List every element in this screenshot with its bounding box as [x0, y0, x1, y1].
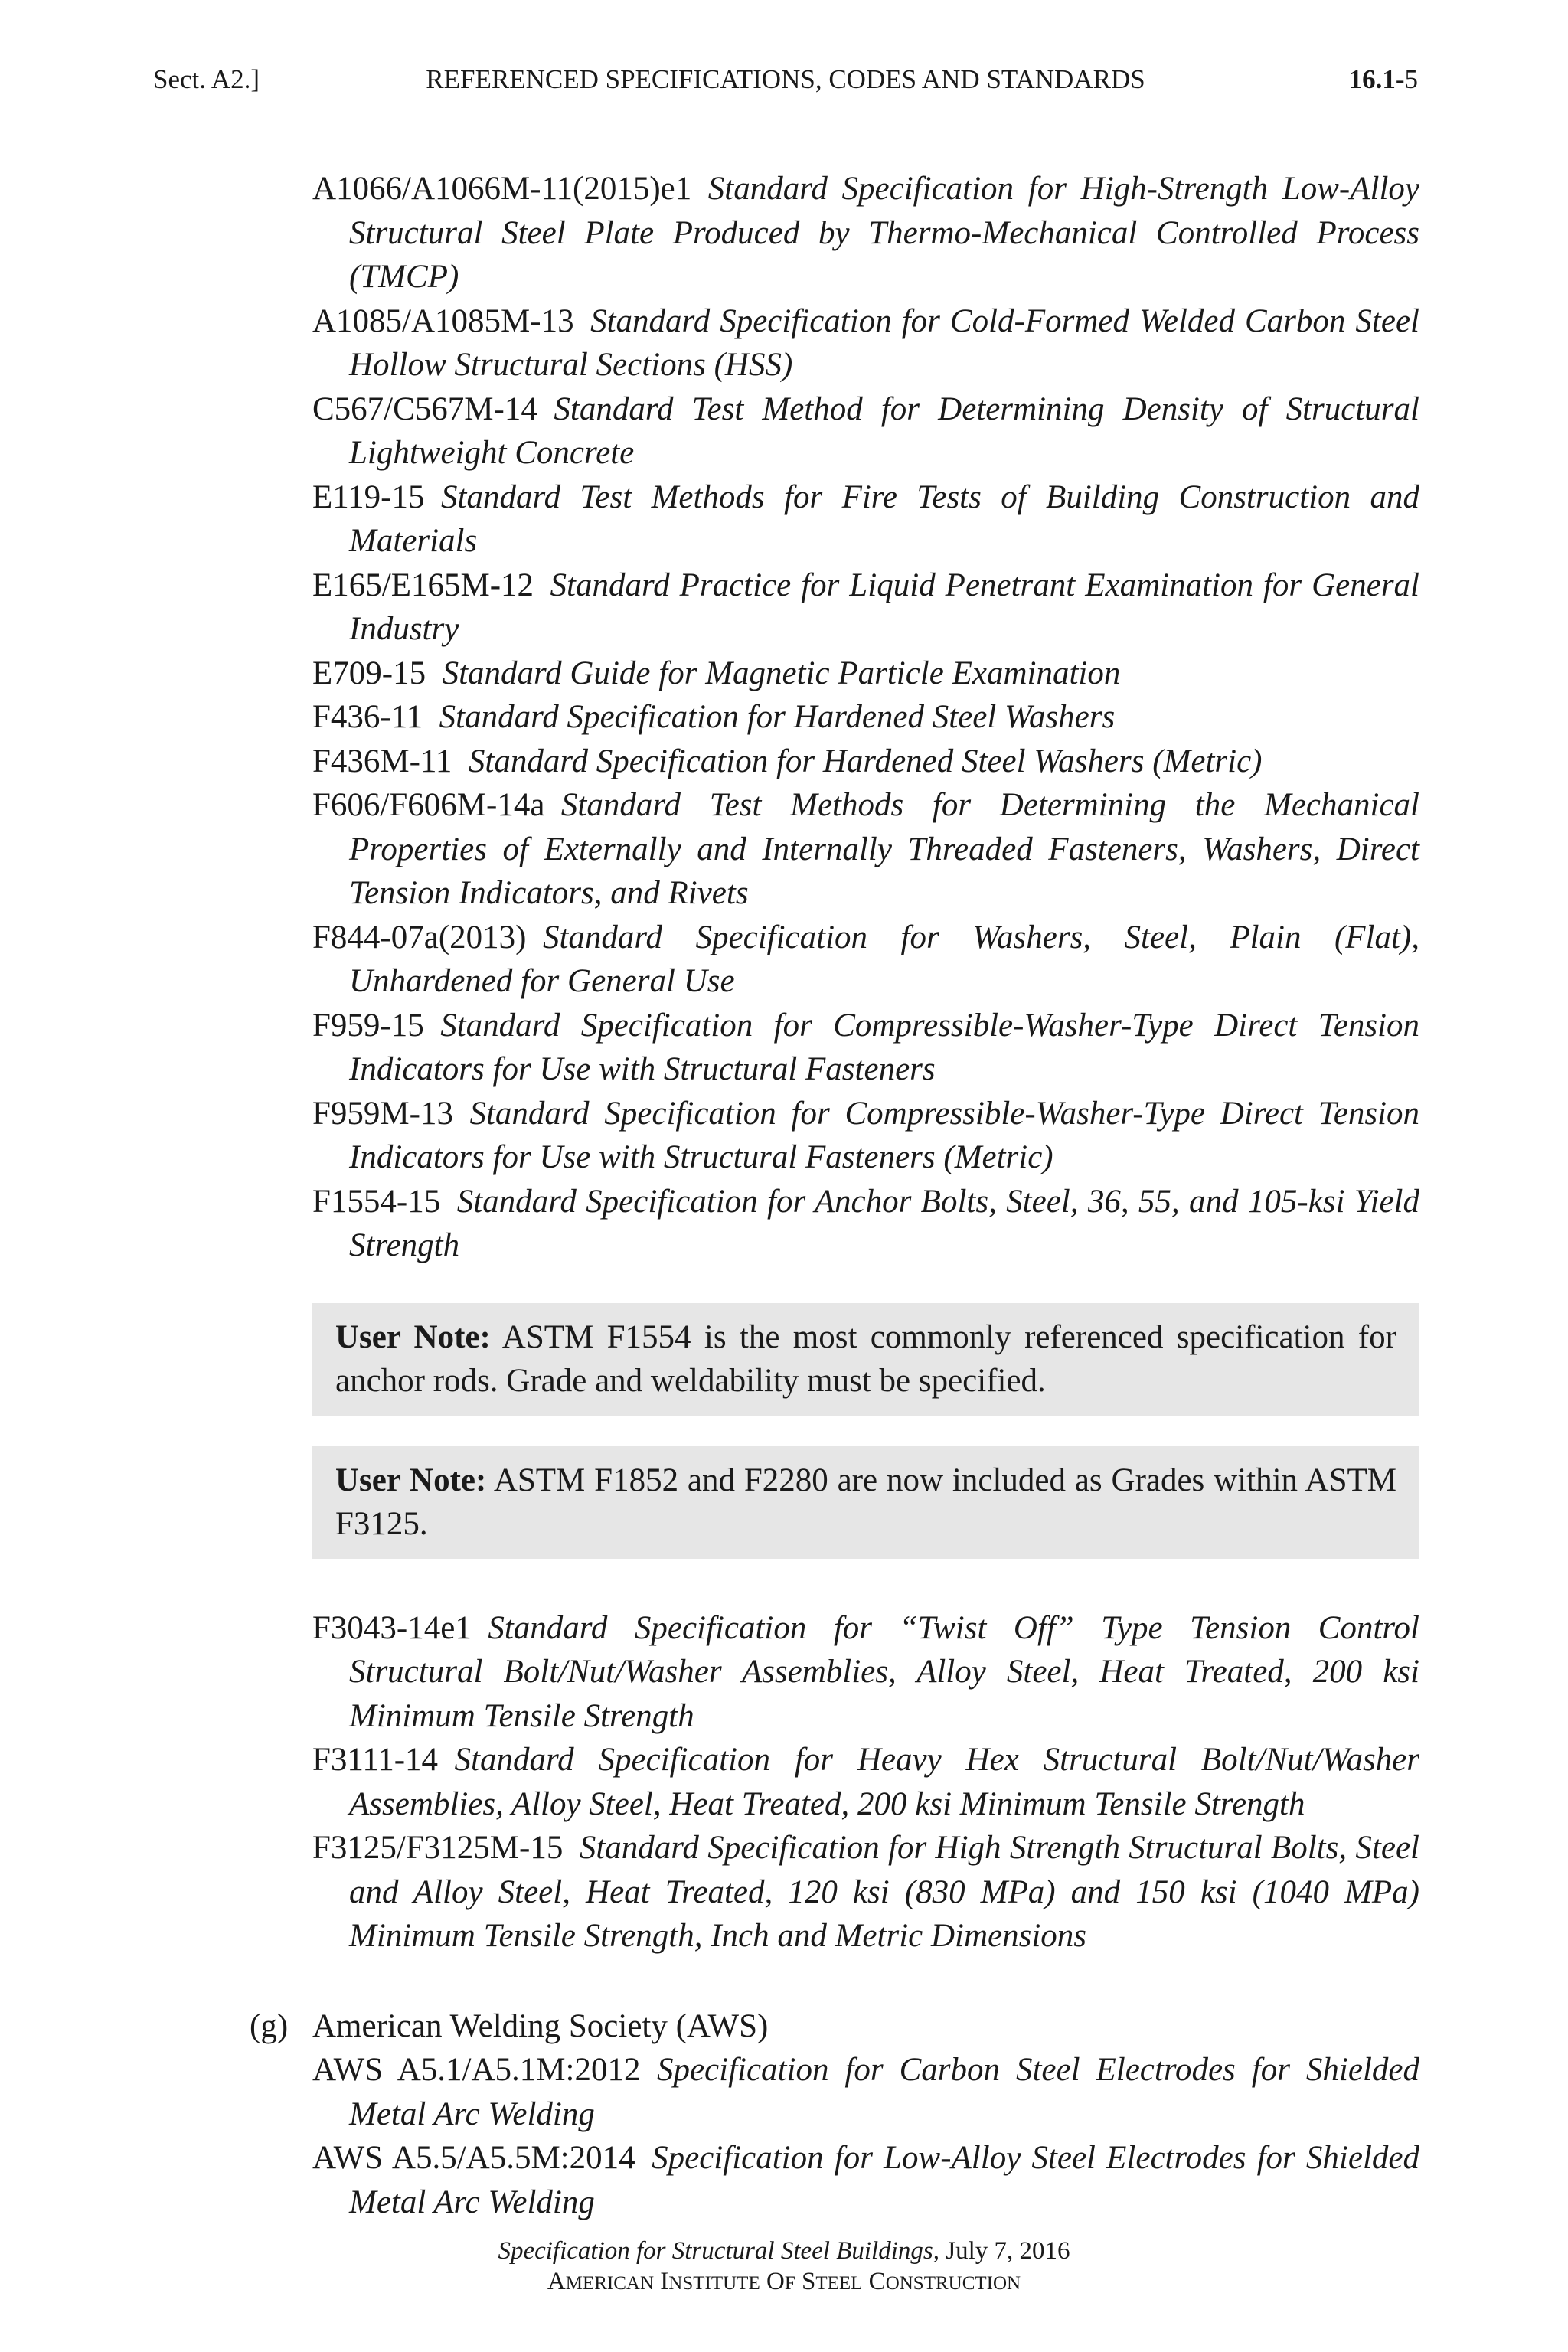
reference-entry	[312, 1826, 1419, 1958]
page-number	[1349, 58, 1418, 101]
footer-title: Specification for Structural Steel Buildings,	[498, 2237, 939, 2265]
standard-title: Standard Specification for Cold-Formed Welded Carbon Steel Hollow Structural Sections (HSS)	[349, 302, 1419, 383]
footer-date: July 7, 2016	[946, 2237, 1070, 2265]
standard-title: Standard Guide for Magnetic Particle Examination	[442, 655, 1121, 691]
standard-title: Specification for Low-Alloy Steel Electrodes for Shielded Metal Arc Welding	[349, 2140, 1419, 2220]
standard-code: F959-15	[312, 1007, 424, 1044]
standard-title: Standard Specification for High Strength Structural Bolts, Steel and Alloy Steel, Heat Treated, 120 ksi (830 MPa) and 150 ksi (1040 MPa) Minimum Tensile Strength, Inch and Metric Dimensions	[349, 1830, 1419, 1954]
section-aws	[250, 2004, 1419, 2225]
reference-entry	[312, 167, 1419, 299]
standard-code: F436M-11	[312, 743, 452, 779]
standard-code: A1066/A1066M-11(2015)e1	[312, 171, 692, 207]
reference-entry	[312, 1180, 1419, 1268]
aws-entries-list	[312, 2048, 1419, 2224]
standard-code: AWS A5.1/A5.1M:2012	[312, 2052, 641, 2088]
header-title: REFERENCED SPECIFICATIONS, CODES AND STANDARDS	[426, 64, 1145, 94]
user-note-f1554	[312, 1303, 1419, 1416]
standard-title: Standard Specification for Washers, Steel, Plain (Flat), Unhardened for General Use	[349, 919, 1419, 999]
reference-entry	[312, 1092, 1419, 1180]
standard-title: Standard Specification for Hardened Steel Washers (Metric)	[468, 743, 1263, 779]
reference-entry	[312, 652, 1419, 696]
section-reference: Sect. A2.]	[153, 64, 260, 94]
reference-entry	[312, 695, 1419, 740]
standard-title: Standard Specification for “Twist Off” Type Tension Control Structural Bolt/Nut/Washer Assemblies, Alloy Steel, Heat Treated, 200 ksi Minimum Tensile Strength	[349, 1609, 1419, 1734]
standard-code: F436-11	[312, 699, 423, 735]
reference-entry	[312, 1606, 1419, 1739]
reference-entry	[312, 783, 1419, 916]
reference-entry	[312, 2136, 1419, 2224]
user-note-label: User Note:	[335, 1318, 491, 1355]
page-number-bold: 16.1	[1348, 64, 1396, 94]
user-note-label: User Note:	[335, 1462, 487, 1498]
reference-entry	[312, 387, 1419, 475]
footer-publisher: AMERICAN INSTITUTE OF STEEL CONSTRUCTION	[547, 2268, 1021, 2295]
reference-entry	[312, 564, 1419, 652]
reference-entry	[312, 475, 1419, 564]
standard-title: Standard Test Methods for Determining the Mechanical Properties of Externally and Internally Threaded Fasteners, Washers, Direct Tension Indicators, and Rivets	[349, 787, 1419, 911]
reference-entry	[312, 916, 1419, 1004]
standard-code: F959M-13	[312, 1095, 453, 1132]
reference-entry	[312, 1738, 1419, 1826]
standard-code: F844-07a(2013)	[312, 919, 527, 956]
page-content	[250, 167, 1419, 2224]
standard-title: Standard Test Methods for Fire Tests of Building Construction and Materials	[349, 479, 1419, 559]
user-note-text: ASTM F1852 and F2280 are now included as Grades within ASTM F3125.	[335, 1462, 1396, 1542]
page-footer	[0, 2236, 1568, 2299]
reference-entry	[312, 1004, 1419, 1092]
standard-code: A1085/A1085M-13	[312, 302, 574, 339]
standard-title: Standard Specification for Compressible-Washer-Type Direct Tension Indicators for Use with Structural Fasteners	[349, 1007, 1419, 1087]
reference-entry	[312, 2048, 1419, 2136]
standard-code: AWS A5.5/A5.5M:2014	[312, 2140, 635, 2176]
standard-title: Standard Specification for Compressible-Washer-Type Direct Tension Indicators for Use with Structural Fasteners (Metric)	[349, 1095, 1419, 1175]
standard-code: E119-15	[312, 479, 425, 515]
standard-code: F3043-14e1	[312, 1609, 472, 1646]
standard-code: F3111-14	[312, 1742, 439, 1778]
user-note-text: ASTM F1554 is the most commonly referenced specification for anchor rods. Grade and weldability must be specified.	[335, 1318, 1396, 1399]
standard-title: Standard Specification for Hardened Steel Washers	[439, 699, 1116, 735]
standard-code: F3125/F3125M-15	[312, 1830, 564, 1866]
user-note-f1852	[312, 1446, 1419, 1559]
standard-title: Specification for Carbon Steel Electrodes for Shielded Metal Arc Welding	[349, 2052, 1419, 2132]
standard-code: E709-15	[312, 655, 426, 691]
standard-code: F606/F606M-14a	[312, 787, 545, 823]
standard-title: Standard Test Method for Determining Density of Structural Lightweight Concrete	[349, 390, 1419, 471]
section-label: (g)	[250, 2007, 289, 2044]
reference-entry	[312, 299, 1419, 387]
standard-title: Standard Practice for Liquid Penetrant Examination for General Industry	[349, 567, 1419, 647]
standard-code: E165/E165M-12	[312, 567, 534, 603]
footer-publication	[0, 2236, 1568, 2266]
astm-entries-list-continued	[312, 1606, 1419, 1958]
section-heading: American Welding Society (AWS)	[312, 2007, 769, 2044]
standard-title: Standard Specification for Anchor Bolts, Steel, 36, 55, and 105-ksi Yield Strength	[349, 1183, 1419, 1263]
page-number-suffix: -5	[1395, 64, 1418, 94]
standard-title: Standard Specification for Heavy Hex Structural Bolt/Nut/Washer Assemblies, Alloy Steel, Heat Treated, 200 ksi Minimum Tensile Strength	[349, 1742, 1419, 1822]
running-header	[153, 58, 1418, 101]
standard-code: F1554-15	[312, 1183, 441, 1220]
reference-entry	[312, 740, 1419, 784]
astm-entries-list	[312, 167, 1419, 1268]
standard-title: Standard Specification for High-Strength Low-Alloy Structural Steel Plate Produced by Thermo-Mechanical Controlled Process (TMCP)	[349, 171, 1419, 295]
standard-code: C567/C567M-14	[312, 390, 537, 427]
